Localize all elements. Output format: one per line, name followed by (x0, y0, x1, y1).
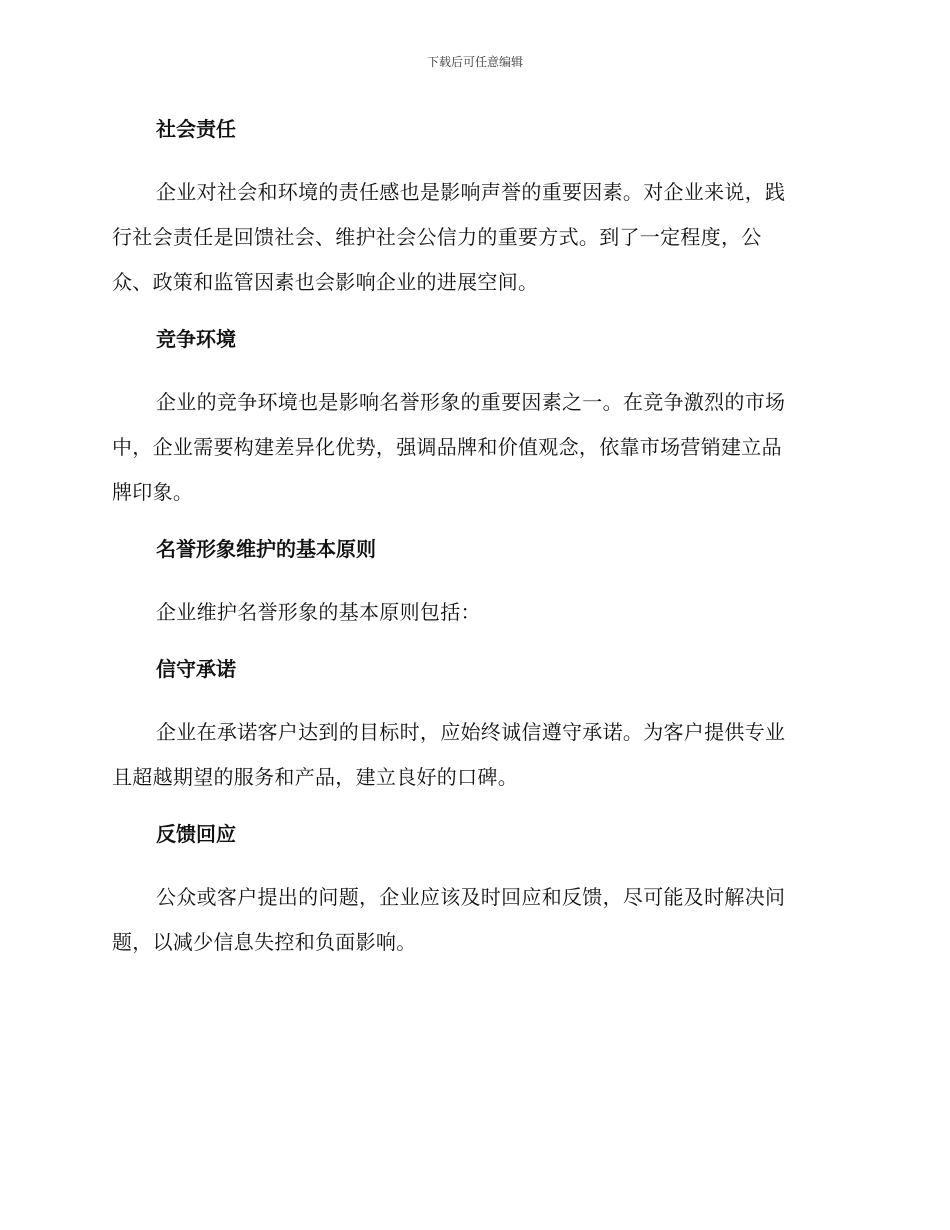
paragraph-line: 企业维护名誉形象的基本原则包括： (156, 600, 481, 624)
section-heading-basic-principles: 名誉形象维护的基本原则 (156, 537, 376, 561)
paragraph-line: 牌印象。 (112, 480, 194, 504)
page-header: 下载后可任意编辑 (426, 55, 523, 69)
section-heading-feedback-response: 反馈回应 (156, 822, 236, 846)
paragraph-line: 众、政策和监管因素也会影响企业的进展空间。 (112, 270, 539, 294)
section-heading-keep-promises: 信守承诺 (156, 657, 236, 681)
section-paragraph-basic-principles (112, 590, 832, 635)
paragraph-line: 企业在承诺客户达到的目标时，应始终诚信遵守承诺。为客户提供专业 (156, 720, 786, 744)
section-heading-social-responsibility: 社会责任 (156, 117, 236, 141)
paragraph-line: 公众或客户提出的问题，企业应该及时回应和反馈，尽可能及时解决问 (156, 885, 786, 909)
paragraph-line: 题，以减少信息失控和负面影响。 (112, 930, 417, 954)
section-paragraph-keep-promises (112, 710, 832, 800)
paragraph-line: 且超越期望的服务和产品，建立良好的口碑。 (112, 765, 518, 789)
section-paragraph-feedback-response (112, 875, 832, 965)
paragraph-line: 企业的竞争环境也是影响名誉形象的重要因素之一。在竞争激烈的市场 (156, 390, 786, 414)
document-body (112, 112, 832, 982)
section-heading-competitive-environment: 竞争环境 (156, 327, 236, 351)
section-paragraph-social-responsibility (112, 170, 832, 305)
paragraph-line: 中，企业需要构建差异化优势，强调品牌和价值观念，依靠市场营销建立品 (112, 435, 782, 459)
paragraph-line: 企业对社会和环境的责任感也是影响声誉的重要因素。对企业来说，践 (156, 180, 786, 204)
section-paragraph-competitive-environment (112, 380, 832, 515)
paragraph-line: 行社会责任是回馈社会、维护社会公信力的重要方式。到了一定程度，公 (112, 225, 762, 249)
